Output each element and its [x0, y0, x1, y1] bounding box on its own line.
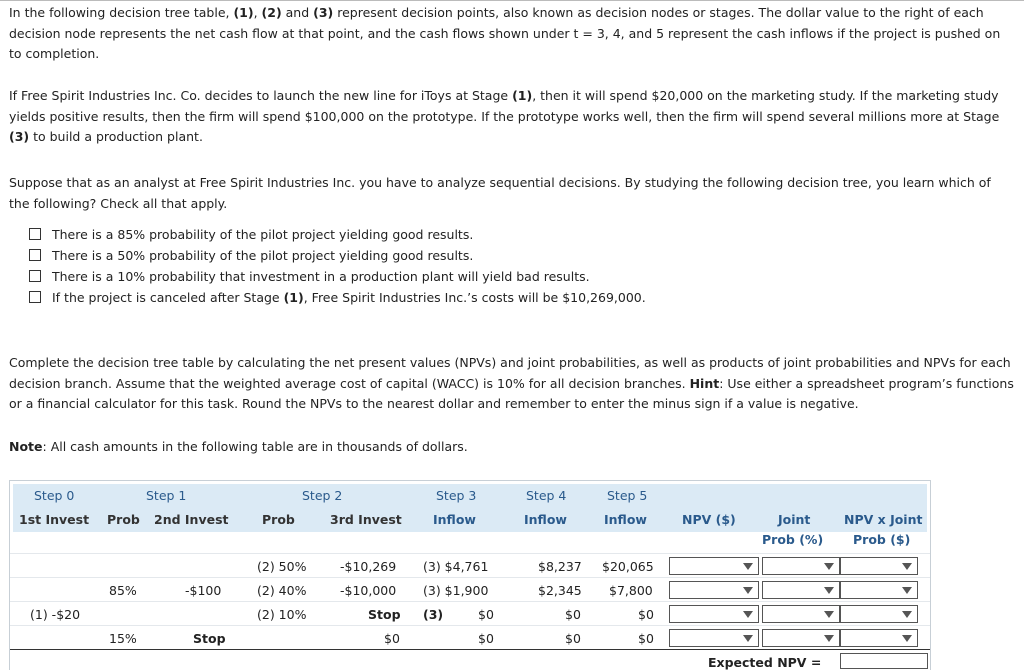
row1-inflow3: (3) $4,761 — [423, 559, 489, 574]
top-divider — [0, 0, 1024, 1]
row2-joint-prob-select[interactable] — [762, 581, 840, 599]
step-2-label: Step 2 — [302, 488, 343, 503]
row4-npv-x-joint-select[interactable] — [840, 629, 918, 647]
row1-joint-prob-select[interactable] — [762, 557, 840, 575]
checkbox-option-4[interactable] — [29, 287, 646, 307]
row2-inflow4: $2,345 — [538, 583, 582, 598]
row-divider — [10, 553, 930, 554]
col-prob-2: Prob — [262, 512, 295, 527]
chevron-down-icon — [902, 587, 912, 594]
checkbox-option-1[interactable] — [29, 224, 473, 244]
row-divider — [10, 625, 930, 626]
row2-3rd-invest: -$10,000 — [340, 583, 397, 598]
row3-inflow5: $0 — [638, 607, 654, 622]
row3-npv-select[interactable] — [669, 605, 759, 623]
row3-npv-x-joint-select[interactable] — [840, 605, 918, 623]
row4-joint-prob-select[interactable] — [762, 629, 840, 647]
row4-npv-select[interactable] — [669, 629, 759, 647]
total-divider — [10, 649, 930, 650]
row1-npv-x-joint-select[interactable] — [840, 557, 918, 575]
row2-prob1: 85% — [109, 583, 137, 598]
step-1-label: Step 1 — [146, 488, 187, 503]
row4-inflow5: $0 — [638, 631, 654, 646]
checkbox[interactable] — [29, 228, 41, 240]
chevron-down-icon — [743, 563, 753, 570]
col-3rd-invest: 3rd Invest — [330, 512, 402, 527]
col-npv-x-joint-top: NPV x Joint — [844, 512, 923, 527]
col-npv-x-joint-bottom: Prob ($) — [853, 532, 911, 547]
row3-inflow3-value: $0 — [478, 607, 494, 622]
row2-2nd-invest: -$100 — [185, 583, 222, 598]
intro-paragraph-2: If Free Spirit Industries Inc. Co. decides to launch the new line for iToys at Stage (1), then it will spend $20,000 on the marketing study. If the marketing study yields positive results, then the firm will spend $100,000 on the prototype. If the prototype works well, then the firm will spend several millions more at Stage (3) to build a production plant. — [9, 88, 1000, 144]
row-divider — [10, 601, 930, 602]
step-5-label: Step 5 — [607, 488, 648, 503]
row1-inflow5: $20,065 — [602, 559, 654, 574]
step-3-label: Step 3 — [436, 488, 477, 503]
row3-1st-invest: (1) -$20 — [30, 607, 81, 622]
row4-3rd-invest: $0 — [384, 631, 400, 646]
row1-3rd-invest: -$10,269 — [340, 559, 397, 574]
checkbox-label: There is a 10% probability that investment in a production plant will yield bad results. — [52, 268, 590, 284]
row4-prob1: 15% — [109, 631, 137, 646]
chevron-down-icon — [743, 587, 753, 594]
col-inflow-3: Inflow — [433, 512, 476, 527]
col-prob-1: Prob — [107, 512, 140, 527]
row2-prob2: (2) 40% — [257, 583, 307, 598]
row2-inflow3: (3) $1,900 — [423, 583, 489, 598]
chevron-down-icon — [824, 563, 834, 570]
checkbox-label: If the project is canceled after Stage (1), Free Spirit Industries Inc.’s costs will be $10,269,000. — [52, 289, 646, 305]
row2-npv-select[interactable] — [669, 581, 759, 599]
chevron-down-icon — [743, 611, 753, 618]
row2-inflow5: $7,800 — [609, 583, 653, 598]
checkbox[interactable] — [29, 291, 41, 303]
col-joint-prob-bottom: Prob (%) — [762, 532, 824, 547]
chevron-down-icon — [824, 611, 834, 618]
row3-3rd-invest-stop: Stop — [368, 607, 401, 622]
expected-npv-label: Expected NPV = — [708, 655, 822, 670]
chevron-down-icon — [824, 635, 834, 642]
expected-npv-input[interactable] — [840, 653, 928, 669]
chevron-down-icon — [902, 635, 912, 642]
row2-npv-x-joint-select[interactable] — [840, 581, 918, 599]
chevron-down-icon — [902, 611, 912, 618]
chevron-down-icon — [902, 563, 912, 570]
checkbox-option-2[interactable] — [29, 245, 473, 265]
question-paragraph: Suppose that as an analyst at Free Spirit Industries Inc. you have to analyze sequential decisions. By studying the following decision tree, you learn which of the following? Check all that apply. — [9, 175, 991, 211]
row3-inflow3-node: (3) — [423, 607, 444, 622]
row3-prob2: (2) 10% — [257, 607, 307, 622]
chevron-down-icon — [824, 587, 834, 594]
col-inflow-4: Inflow — [524, 512, 567, 527]
checkbox[interactable] — [29, 249, 41, 261]
row4-2nd-invest-stop: Stop — [193, 631, 226, 646]
col-1st-invest: 1st Invest — [19, 512, 90, 527]
chevron-down-icon — [743, 635, 753, 642]
col-inflow-5: Inflow — [604, 512, 647, 527]
col-2nd-invest: 2nd Invest — [154, 512, 229, 527]
row3-joint-prob-select[interactable] — [762, 605, 840, 623]
row1-npv-select[interactable] — [669, 557, 759, 575]
row4-inflow3: $0 — [478, 631, 494, 646]
decision-tree-table — [9, 480, 931, 670]
step-4-label: Step 4 — [526, 488, 567, 503]
col-joint-prob-top: Joint — [778, 512, 811, 527]
instructions-paragraph: Complete the decision tree table by calculating the net present values (NPVs) and joint probabilities, as well as products of joint probabilities and NPVs for each decision branch. Assume that the weighted average cost of capital (WACC) is 10% for all decision branches. Hint: Use either a spreadsheet program’s functions or a financial calculator for this task. Round the NPVs to the nearest dollar and remember to enter the minus sign if a value is negative. — [9, 355, 1014, 411]
checkbox-label: There is a 85% probability of the pilot project yielding good results. — [52, 226, 474, 242]
row-divider — [10, 577, 930, 578]
checkbox[interactable] — [29, 270, 41, 282]
row4-inflow4: $0 — [565, 631, 581, 646]
note-paragraph: Note: All cash amounts in the following table are in thousands of dollars. — [9, 439, 468, 454]
row1-prob2: (2) 50% — [257, 559, 307, 574]
intro-paragraph-1: In the following decision tree table, (1), (2) and (3) represent decision points, also known as decision nodes or stages. The dollar value to the right of each decision node represents the net cash flow at that point, and the cash flows shown under t = 3, 4, and 5 represent the cash inflows if the project is pushed on to completion. — [9, 5, 1001, 61]
row3-inflow4: $0 — [565, 607, 581, 622]
col-npv: NPV ($) — [682, 512, 736, 527]
checkbox-option-3[interactable] — [29, 266, 590, 286]
checkbox-label: There is a 50% probability of the pilot project yielding good results. — [52, 247, 474, 263]
step-0-label: Step 0 — [34, 488, 75, 503]
row1-inflow4: $8,237 — [538, 559, 582, 574]
